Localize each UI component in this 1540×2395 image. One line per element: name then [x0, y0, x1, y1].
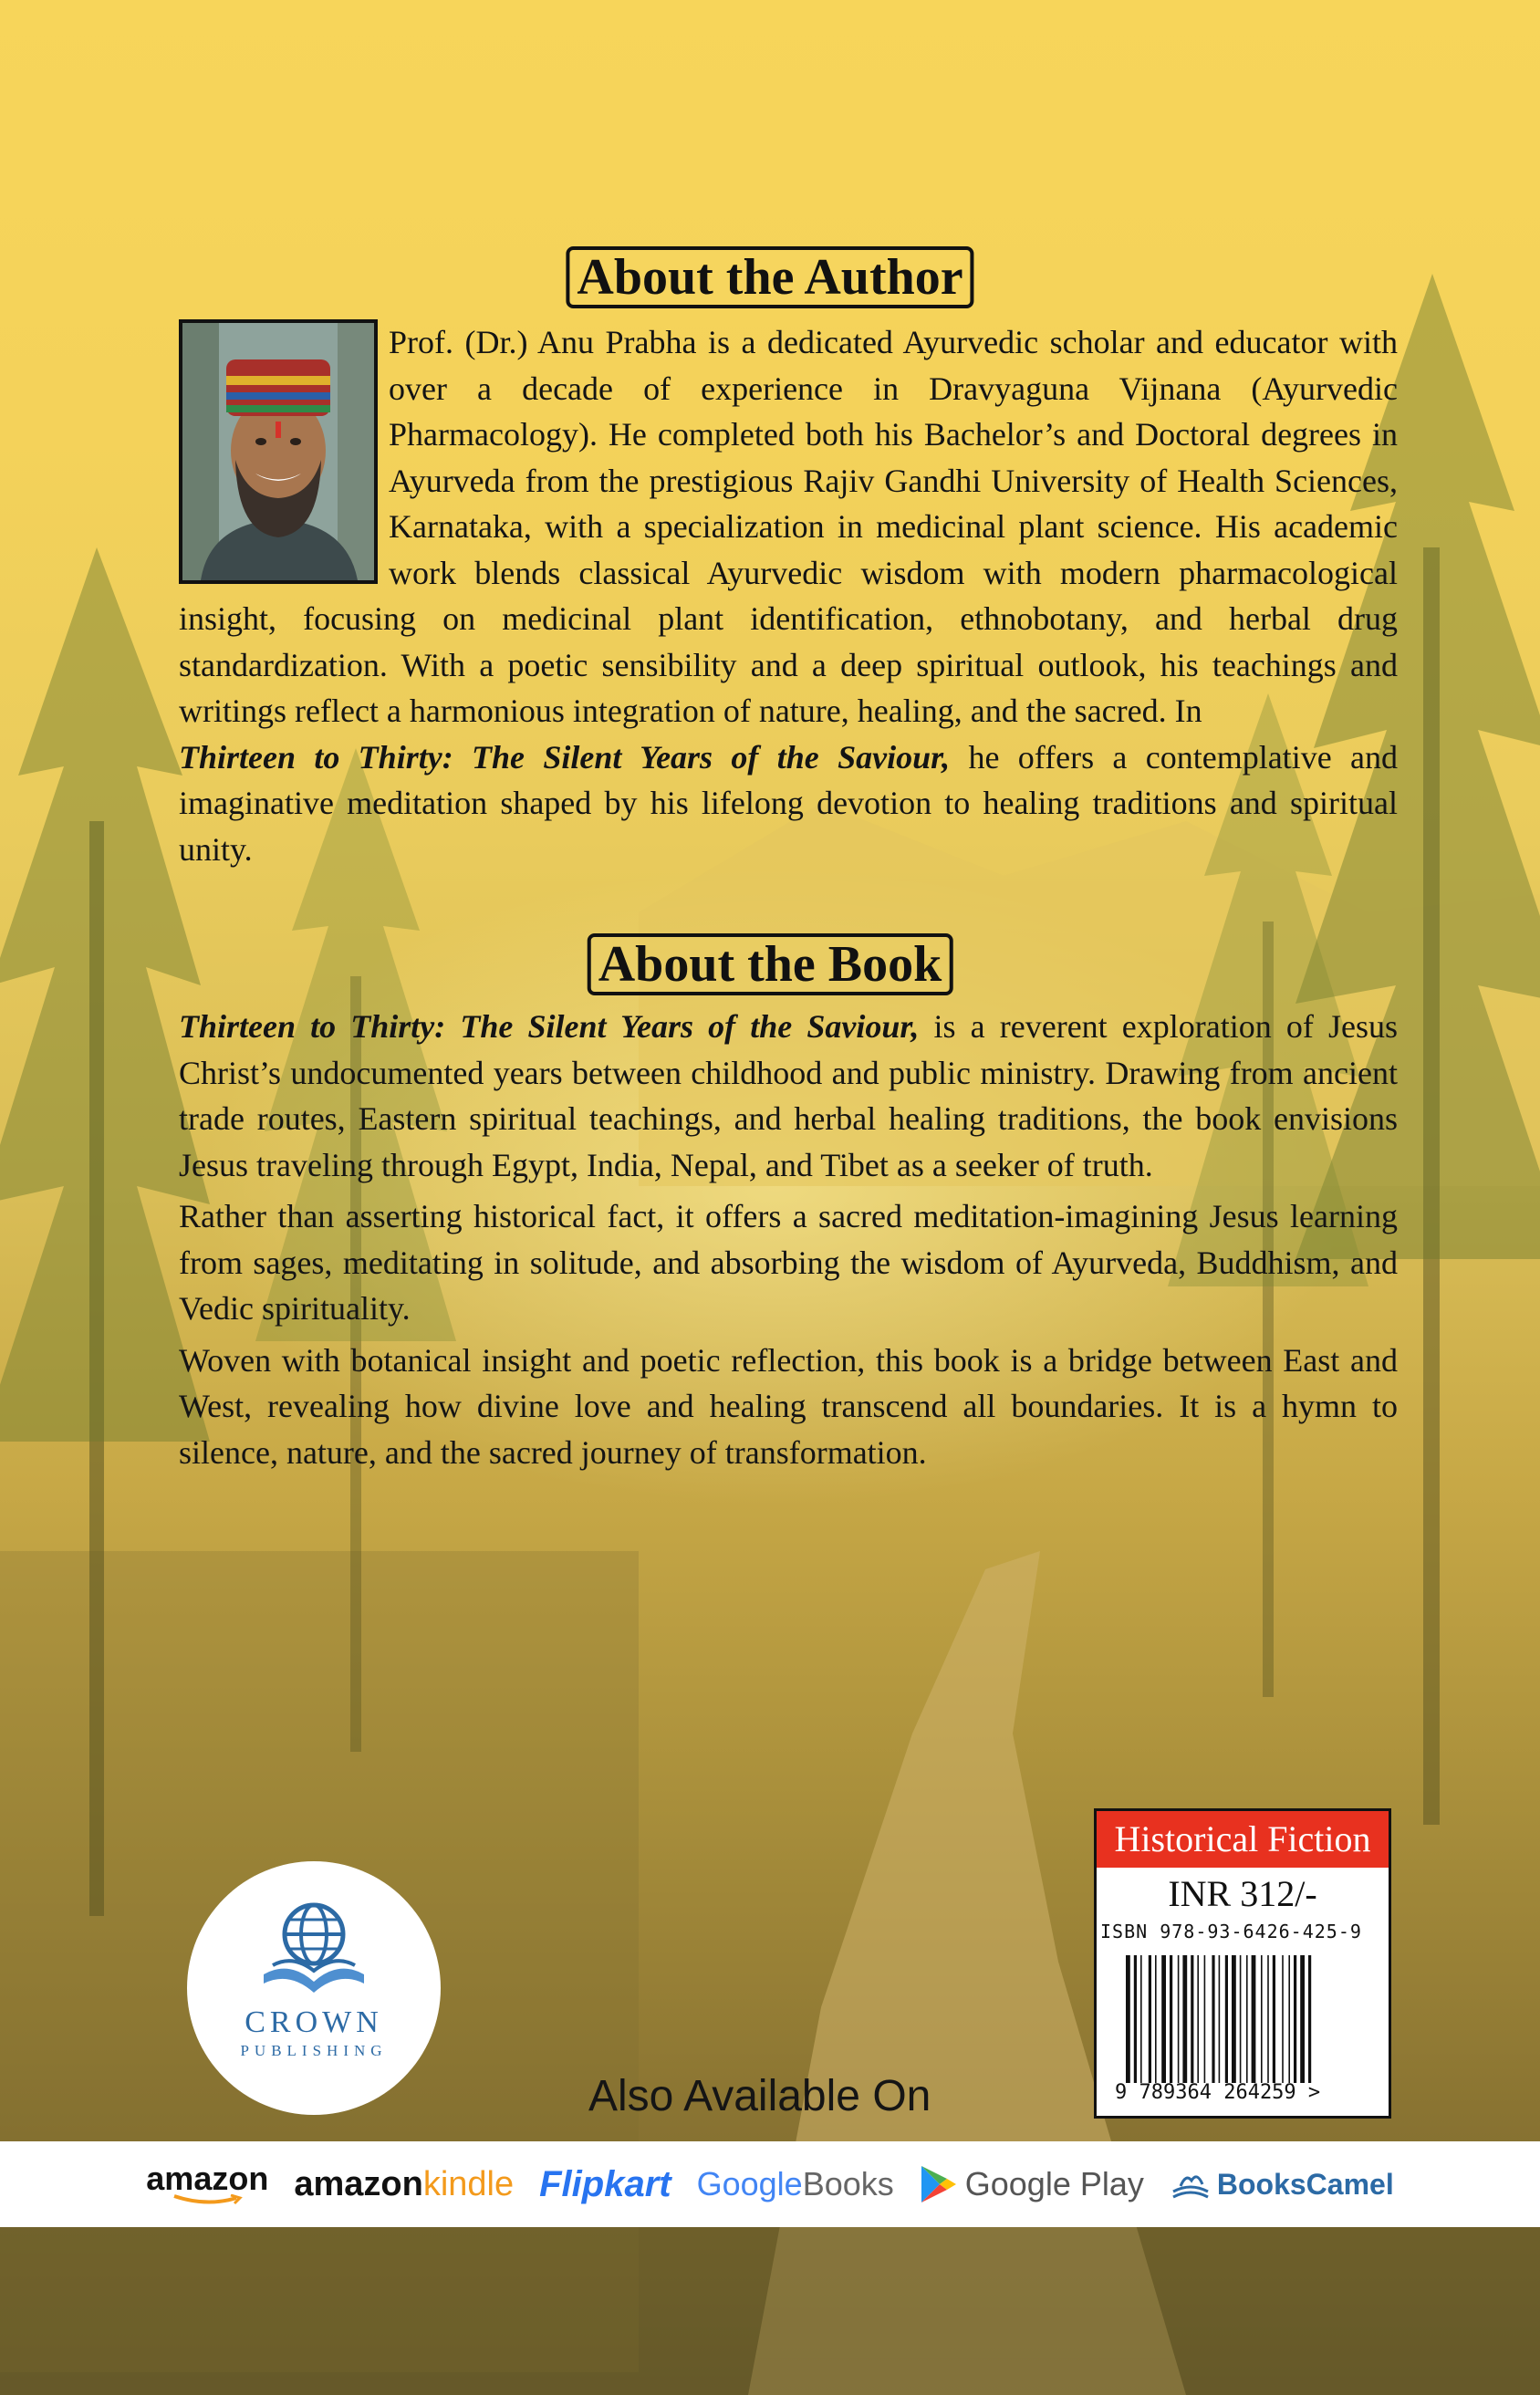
- store-logos-strip: [0, 2141, 1540, 2227]
- about-author-text: [179, 319, 1398, 872]
- book-description-p2: Rather than asserting historical fact, it offers a sacred meditation-imagining Jesus learning from sages, meditating in solitude, and absorbing the wisdom of Ayurveda, Buddhism, and Vedic spirituality.: [179, 1198, 1398, 1327]
- flipkart-logo[interactable]: [539, 2164, 671, 2205]
- google-play-text: Google Play: [964, 2165, 1144, 2202]
- amazon-smile-icon: [171, 2194, 244, 2205]
- publisher-subtitle: PUBLISHING: [240, 2042, 388, 2059]
- barcode-number: 9 789364 264259 >: [1115, 2081, 1321, 2104]
- globe-book-icon: [187, 1861, 441, 2007]
- bookscamel-logo[interactable]: [1170, 2168, 1394, 2202]
- author-bio-tail: he offers a contemplative and imaginative meditation shaped by his lifelong devotion to healing traditions and spiritual unity.: [179, 738, 1398, 868]
- amazon-logo[interactable]: [146, 2160, 269, 2205]
- isbn-label: ISBN 978-93-6426-425-9: [1100, 1921, 1362, 1942]
- amazon-kindle-text-b: kindle: [422, 2164, 515, 2203]
- bookscamel-icon: [1170, 2168, 1212, 2201]
- amazon-logo-text: amazon: [146, 2160, 269, 2197]
- google-books-text-a: Google: [696, 2165, 803, 2202]
- google-play-icon: [920, 2164, 956, 2204]
- publisher-logo: [187, 1861, 441, 2115]
- author-bio-text: Prof. (Dr.) Anu Prabha is a dedicated Ayurvedic scholar and educator with over a decade of experience in Dravyaguna Vijnana (Ayurvedic Pharmacology). He completed both his Bachelor’s and Doctoral degrees in Ayurveda from the prestigious Rajiv Gandhi University of Health Sciences, Karnataka, with a specialization in medicinal plant science. His academic work blends classical Ayurvedic wisdom with modern pharmacological insight, focusing on medicinal plant identification, ethnobotany, and herbal drug standardization. With a poetic sensibility and a deep spiritual outlook, his teachings and writings reflect a harmonious integration of nature, healing, and the sacred. In: [179, 324, 1398, 729]
- price-label: INR 312/-: [1168, 1873, 1317, 1914]
- author-bio-book-title: Thirteen to Thirty: The Silent Years of the Saviour,: [179, 738, 951, 776]
- about-book-text: [179, 1004, 1398, 1481]
- book-title-inline: Thirteen to Thirty: The Silent Years of the Saviour,: [179, 1008, 920, 1045]
- genre-label: Historical Fiction: [1097, 1811, 1389, 1868]
- bookscamel-text: BooksCamel: [1216, 2167, 1394, 2201]
- author-portrait-image: [182, 323, 374, 580]
- google-play-logo[interactable]: [920, 2164, 1144, 2204]
- book-description-p3: Woven with botanical insight and poetic reflection, this book is a bridge between East and West, revealing how divine love and healing transcend all boundaries. It is a hymn to silence, nature, and the sacred journey of transformation.: [179, 1341, 1398, 1471]
- barcode: [1124, 1955, 1361, 2083]
- price-barcode-box: [1094, 1808, 1391, 2119]
- google-books-text-b: Books: [802, 2165, 894, 2202]
- book-description-p1: [179, 1004, 1398, 1188]
- author-photo: [179, 319, 378, 584]
- amazon-kindle-logo[interactable]: [294, 2165, 514, 2204]
- about-author-heading: About the Author: [566, 246, 973, 308]
- amazon-kindle-text-a: amazon: [294, 2164, 423, 2203]
- google-books-logo[interactable]: [697, 2165, 894, 2203]
- flipkart-text: Flipkart: [539, 2163, 671, 2204]
- about-book-heading: About the Book: [588, 933, 953, 995]
- also-available-label: Also Available On: [588, 2072, 931, 2120]
- publisher-name: CROWN: [245, 2005, 383, 2039]
- book-description-p1-text: is a reverent exploration of Jesus Christ’s undocumented years between childhood and public ministry. Drawing from ancient trade routes, Eastern spiritual teachings, and herbal healing traditions, the book envisions Jesus traveling through Egypt, India, Nepal, and Tibet as a seeker of truth.: [179, 1008, 1399, 1183]
